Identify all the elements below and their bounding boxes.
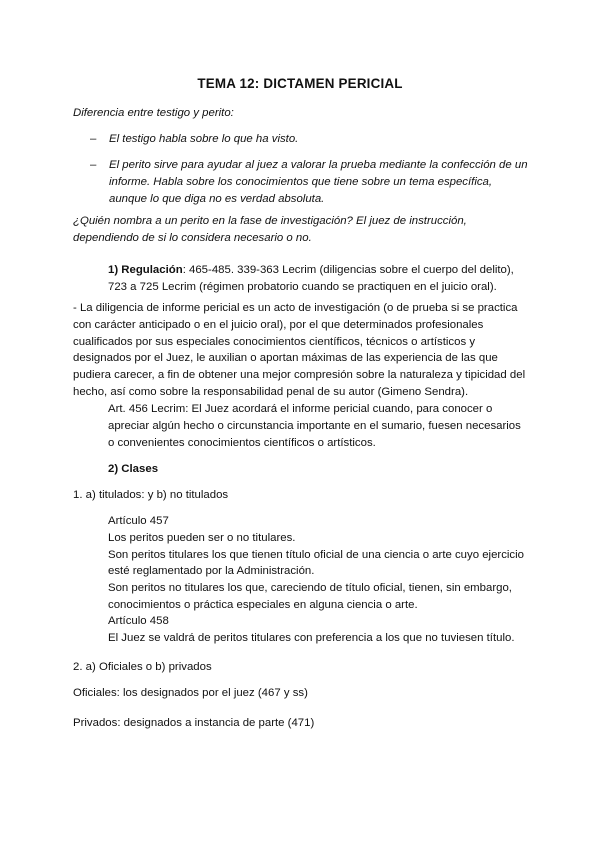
art458-block bbox=[108, 613, 528, 647]
page-title: TEMA 12: DICTAMEN PERICIAL bbox=[197, 76, 403, 91]
art457-line: Los peritos pueden ser o no titulares. bbox=[108, 531, 296, 544]
regulacion-paragraph bbox=[108, 262, 528, 296]
art457-block bbox=[108, 513, 528, 614]
intro-text: Diferencia entre testigo y perito: bbox=[73, 107, 234, 119]
bullet-item: El perito sirve para ayudar al juez a valorar la prueba mediante la confección de un informe. Habla sobre los conocimientos que tiene sobre un tema específica, aunque lo que diga no es verdad absoluta. bbox=[109, 159, 528, 205]
privados-line: Privados: designados a instancia de parte (471) bbox=[73, 717, 315, 729]
art458-line: El Juez se valdrá de peritos titulares con preferencia a los que no tuviesen título. bbox=[108, 631, 515, 644]
art457-label: Artículo 457 bbox=[108, 515, 169, 527]
art456-paragraph: Art. 456 Lecrim: El Juez acordará el informe pericial cuando, para conocer o apreciar algún hecho o circunstancia importante en el sumario, fuesen necesarios o convenientes conocimientos científicos o artísticos. bbox=[108, 403, 521, 449]
diligencia-paragraph: - La diligencia de informe pericial es un acto de investigación (o de prueba si se practica con carácter anticipado o en el juicio oral), por el que determinados profesionales cualificados por sus especiales conocimientos científicos, técnicos o artísticos y designados por el Juez, le auxilian o aportan máximas de las experiencia de las que pudiera carecer, a fin de obtener una mejor compresión sobre la naturaleza y tipicidad del hecho, así como sobre la responsabilidad penal de su autor (Gimeno Sendra). bbox=[73, 302, 526, 398]
regulacion-heading: 1) Regulación bbox=[108, 264, 183, 276]
bullet-dash: – bbox=[90, 133, 97, 145]
question-text: ¿Quién nombra a un perito en la fase de investigación? El juez de instrucción, dependiendo de si lo considera necesario o no. bbox=[73, 215, 467, 244]
clase2-line: 2. a) Oficiales o b) privados bbox=[73, 661, 212, 673]
art457-line: Son peritos titulares los que tienen título oficial de una ciencia o arte cuyo ejercicio esté reglamentado por la Administración. bbox=[108, 548, 524, 578]
clases-heading: 2) Clases bbox=[108, 463, 159, 475]
clase1-line: 1. a) titulados: y b) no titulados bbox=[73, 489, 229, 501]
oficiales-line: Oficiales: los designados por el juez (467 y ss) bbox=[73, 687, 308, 699]
bullet-dash: – bbox=[90, 159, 97, 171]
art458-label: Artículo 458 bbox=[108, 615, 169, 627]
regulacion-text: : 465-485. 339-363 Lecrim (diligencias sobre el cuerpo del delito), 723 a 725 Lecrim (régimen probatorio cuando se practiquen en el juicio oral). bbox=[108, 264, 514, 293]
bullet-item: El testigo habla sobre lo que ha visto. bbox=[109, 133, 299, 145]
art457-line: Son peritos no titulares los que, careciendo de título oficial, tienen, sin embargo, conocimientos o práctica especiales en alguna ciencia o arte. bbox=[108, 582, 512, 611]
